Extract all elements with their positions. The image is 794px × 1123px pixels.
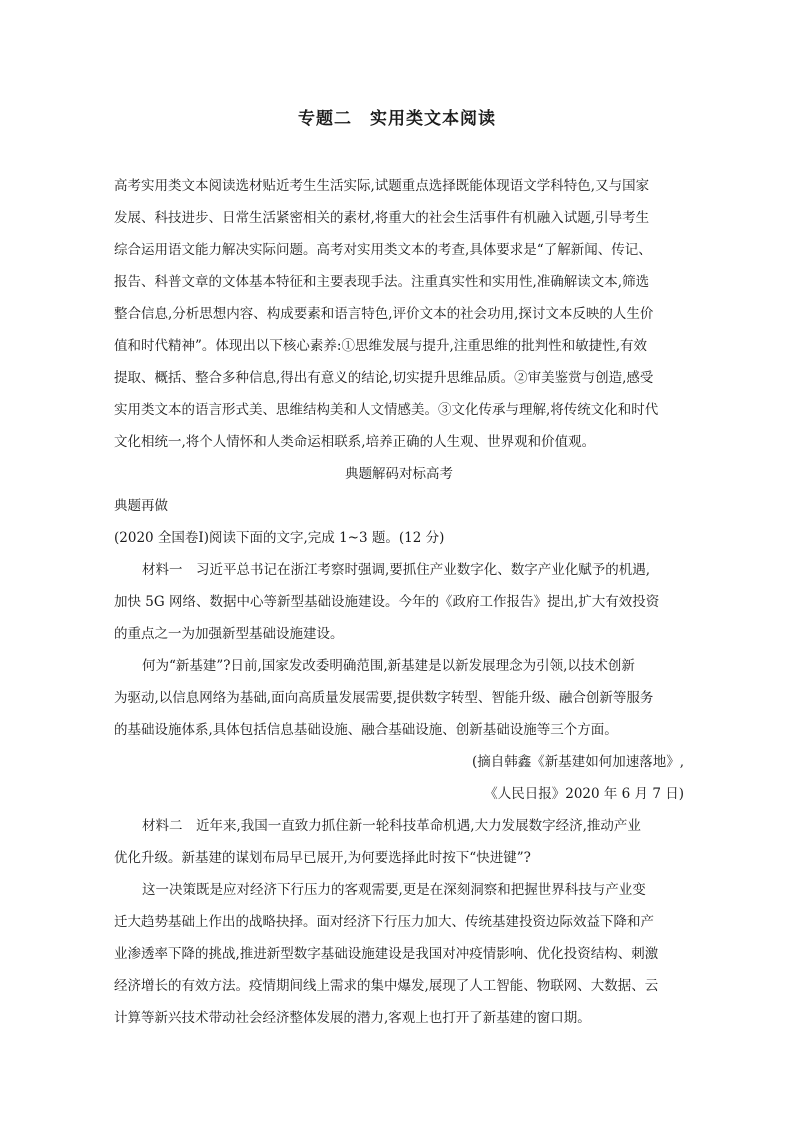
section-heading: 典题解码对标高考 xyxy=(345,466,453,482)
text-line: 发展、科技进步、日常生活紧密相关的素材,将重大的社会生活事件有机融入试题,引导考生 xyxy=(114,210,650,226)
citation-line: 《人民日报》2020 年 6 月 7 日) xyxy=(484,786,684,802)
question-intro: (2020 全国卷Ⅰ)阅读下面的文字,完成 1~3 题。(12 分) xyxy=(114,530,445,546)
material-one-paragraph-2 xyxy=(114,650,684,746)
text-line: 综合运用语文能力解决实际问题。高考对实用类文本的考查,具体要求是“了解新闻、传记、 xyxy=(114,242,652,258)
text-line: 优化升级。新基建的谋划布局早已展开,为何要选择此时按下“快进键”? xyxy=(114,850,531,866)
source-citation xyxy=(114,746,684,810)
text-line: 经济增长的有效方法。疫情期间线上需求的集中爆发,展现了人工智能、物联网、大数据、云 xyxy=(114,978,659,994)
text-line: 值和时代精神”。体现出以下核心素养:①思维发展与提升,注重思维的批判性和敏捷性,有效 xyxy=(114,338,648,354)
citation-line: (摘自韩鑫《新基建如何加速落地》, xyxy=(471,754,684,770)
material-two-paragraph-2 xyxy=(114,874,684,1034)
intro-paragraph xyxy=(114,170,684,458)
text-line: 文化相统一,将个人情怀和人类命运相联系,培养正确的人生观、世界观和价值观。 xyxy=(114,434,596,450)
text-line: 高考实用类文本阅读选材贴近考生生活实际,试题重点选择既能体现语文学科特色,又与国家 xyxy=(114,178,650,194)
material-two-paragraph xyxy=(114,810,684,874)
text-line: 何为“新基建”?日前,国家发改委明确范围,新基建是以新发展理念为引领,以技术创新 xyxy=(142,658,635,674)
text-line: 为驱动,以信息网络为基础,面向高质量发展需要,提供数字转型、智能升级、融合创新等服务 xyxy=(114,690,654,706)
text-line: 这一决策既是应对经济下行压力的客观需要,更是在深刻洞察和把握世界科技与产业变 xyxy=(142,882,646,898)
text-line: 加快 5G 网络、数据中心等新型基础设施建设。今年的《政府工作报告》提出,扩大有效投资 xyxy=(114,594,660,610)
material-one-paragraph xyxy=(114,554,684,650)
page-title: 专题二 实用类文本阅读 xyxy=(298,109,496,129)
sub-heading: 典题再做 xyxy=(114,498,168,514)
document-body xyxy=(114,170,684,1034)
text-line: 材料二 近年来,我国一直致力抓住新一轮科技革命机遇,大力发展数字经济,推动产业 xyxy=(142,818,641,834)
text-line: 材料一 习近平总书记在浙江考察时强调,要抓住产业数字化、数字产业化赋予的机遇, xyxy=(142,562,651,578)
text-line: 实用类文本的语言形式美、思维结构美和人文情感美。③文化传承与理解,将传统文化和时代 xyxy=(114,402,659,418)
text-line: 的基础设施体系,具体包括信息基础设施、融合基础设施、创新基础设施等三个方面。 xyxy=(114,722,618,738)
text-line: 的重点之一为加强新型基础设施建设。 xyxy=(114,626,344,642)
text-line: 整合信息,分析思想内容、构成要素和语言特色,评价文本的社会功用,探讨文本反映的人生价 xyxy=(114,306,654,322)
text-line: 迁大趋势基础上作出的战略抉择。面对经济下行压力加大、传统基建投资边际效益下降和产 xyxy=(114,914,654,930)
text-line: 业渗透率下降的挑战,推进新型数字基础设施建设是我国对冲疫情影响、优化投资结构、刺激 xyxy=(114,946,659,962)
text-line: 报告、科普文章的文体基本特征和主要表现手法。注重真实性和实用性,准确解读文本,筛选 xyxy=(114,274,650,290)
text-line: 提取、概括、整合多种信息,得出有意义的结论,切实提升思维品质。②审美鉴赏与创造,感受 xyxy=(114,370,654,386)
text-line: 计算等新兴技术带动社会经济整体发展的潜力,客观上也打开了新基建的窗口期。 xyxy=(114,1010,591,1026)
